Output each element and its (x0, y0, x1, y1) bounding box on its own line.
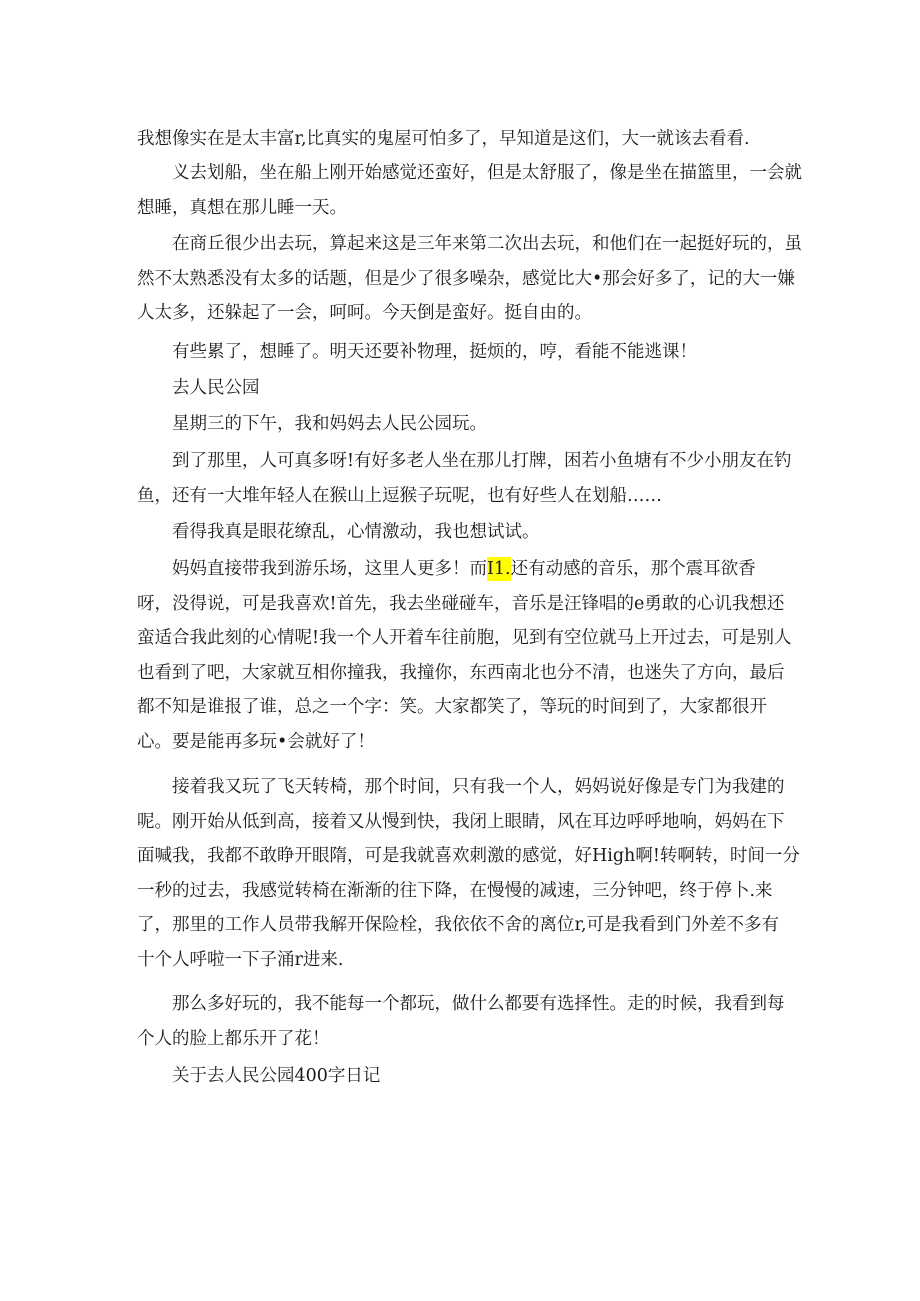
text-line: 然不太熟悉没有太多的话题，但是少了很多噪杂，感觉比大•那会好多了，记的大一嫌 (137, 268, 795, 289)
paragraph (137, 552, 792, 759)
text-line: 十个人呼啦一下子涌r进来. (137, 949, 344, 970)
highlighted-text: I1. (487, 559, 511, 579)
text-segment: 还有动感的音乐，那个震耳欲香 (510, 559, 756, 579)
text-line: 义去划船，坐在船上刚开始感觉还蛮好，但是太舒服了，像是坐在描篮里，一会就 (172, 163, 802, 183)
text-line: 面喊我，我都不敢睁开眼隋，可是我就喜欢刺激的感觉，好High啊!转啊转，时间一分 (137, 846, 800, 866)
paragraph (137, 515, 787, 550)
text-line: 呀，没得说，可是我喜欢!首先，我去坐碰碰车，音乐是汪锋唱的e勇敢的心讥我想还 (137, 593, 785, 614)
text-segment: 妈妈直接带我到游乐场，这里人更多！而 (172, 559, 487, 579)
text-line: 我想像实在是太丰富r,比真实的鬼屋可怕多了，早知道是这们，大一就该去看看. (137, 129, 750, 149)
text-line: 心。要是能再多玩•会就好了！ (137, 731, 375, 752)
text-line: 个人的脸上都乐开了花！ (137, 1028, 330, 1049)
paragraph (137, 444, 792, 513)
paragraph (137, 227, 802, 331)
text-line: 了，那里的工作人员带我解开保险栓，我依依不舍的离位r,可是我看到门外差不多有 (137, 915, 780, 935)
text-line: 到了那里，人可真多呀!有好多老人坐在那儿打牌，困若小鱼塘有不少小朋友在钓 (172, 451, 792, 471)
text-line: 关于去人民公园400字日记 (172, 1066, 381, 1086)
text-line: 蛮适合我此刻的心情呢!我一个人开着车往前胞，见到有空位就马上开过去，可是别人 (137, 628, 792, 648)
text-line: 有些累了，想睡了。明天还要补物理，挺烦的，哼，看能不能逃课！ (172, 342, 697, 362)
text-line: 也看到了吧，大家就互相你撞我，我撞你，东西南北也分不清，也迷失了方向，最后 (137, 662, 785, 683)
text-line: 那么多好玩的，我不能每一个都玩，做什么都要有选择性。走的时候，我看到每 (172, 994, 785, 1014)
paragraph (137, 407, 787, 442)
text-line: 星期三的下午，我和妈妈去人民公园玩。 (172, 414, 487, 434)
paragraph (137, 987, 787, 1056)
text-line: 接着我又玩了飞天转椅，那个时间，只有我一个人，妈妈说好像是专门为我建的 (172, 777, 785, 797)
text-line: 看得我真是眼花缭乱，心情激动，我也想试试。 (172, 522, 540, 542)
text-line: 人太多，还躲起了一会，呵呵。今天倒是蛮好。挺自由的。 (137, 303, 592, 323)
paragraph (137, 335, 787, 370)
text-line: 一秒的过去，我感觉转椅在渐渐的往下降，在慢慢的减速，三分钟吧，终于停卜.来 (137, 880, 773, 901)
text-line: 呢。刚开始从低到高，接着又从慢到快，我闭上眼睛，风在耳边呼呼地响，妈妈在下 (137, 811, 785, 832)
text-line: 都不知是谁报了谁，总之一个字：笑。大家都笑了，等玩的时间到了，大家都很开 (137, 697, 767, 717)
text-line: 在商丘很少出去玩，算起来这是三年来第二次出去玩，和他们在一起挺好玩的，虽 (172, 234, 802, 254)
text-line: 想睡，真想在那儿睡一天。 (137, 197, 347, 218)
section-heading (137, 371, 787, 406)
text-line: 鱼，还有一大堆年轻人在猴山上逗猴子玩呢，也有好些人在划船…… (137, 485, 662, 506)
paragraph (137, 770, 800, 977)
text-line (137, 552, 787, 587)
paragraph (137, 156, 802, 225)
text-line: 去人民公园 (172, 378, 260, 398)
paragraph (137, 1059, 787, 1094)
paragraph (137, 122, 787, 157)
